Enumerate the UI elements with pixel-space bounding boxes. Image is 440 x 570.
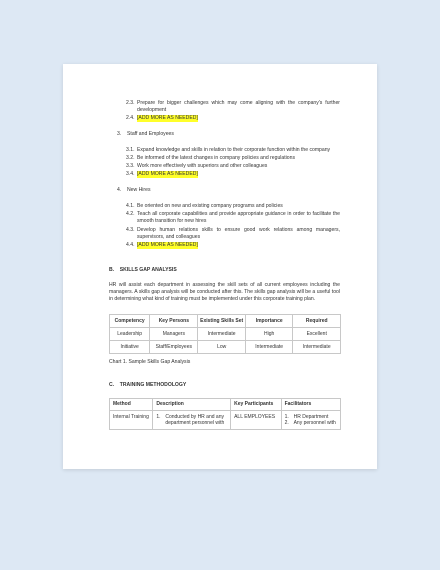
table-cell: Intermediate	[293, 341, 341, 354]
item-number: 3.4.	[126, 171, 135, 177]
item-number: 4.	[117, 187, 122, 193]
description-item	[156, 414, 230, 426]
column-header: Key Persons	[150, 315, 198, 328]
table-row	[110, 411, 341, 430]
column-header: Importance	[245, 315, 293, 328]
list-heading: Staff and Employees	[127, 131, 174, 137]
facilitator-item	[285, 420, 340, 426]
item-number: 2.3.	[126, 100, 135, 106]
document-page	[63, 64, 377, 469]
column-header: Competency	[110, 315, 150, 328]
table-header-row	[110, 315, 341, 328]
column-header: Facilitators	[281, 399, 340, 411]
item-number: 3.	[117, 131, 122, 137]
column-header: Method	[110, 399, 153, 411]
table-cell: High	[245, 328, 293, 341]
item-number: 3.3.	[126, 163, 135, 169]
table-cell: Intermediate	[198, 328, 246, 341]
item-number: 3.2.	[126, 155, 135, 161]
item-number: 1.	[284, 414, 289, 420]
item-number: 3.1.	[126, 147, 135, 153]
skills-gap-table	[109, 314, 341, 354]
table-row	[110, 341, 341, 354]
training-methodology-table	[109, 398, 341, 430]
placeholder-highlight: [ADD MORE AS NEEDED]	[137, 171, 198, 177]
column-header: Existing Skills Set	[198, 315, 246, 328]
table-cell: Low	[198, 341, 246, 354]
table-row	[110, 328, 341, 341]
item-number: 2.	[284, 420, 289, 427]
table-caption: Chart 1. Sample Skills Gap Analysis	[109, 359, 191, 365]
facilitator-text: HR Department	[293, 414, 329, 420]
table-cell: ALL EMPLOYEES	[231, 411, 282, 430]
table-cell: Intermediate	[245, 341, 293, 354]
table-cell	[153, 411, 231, 430]
list-item: Prepare for bigger challenges which may come aligning with the company's further development	[137, 100, 340, 113]
table-cell: Staff/Employees	[150, 341, 198, 354]
list-item: Be informed of the latest changes in company policies and regulations	[137, 155, 296, 161]
item-number: 4.3.	[126, 227, 135, 233]
list-item: Be oriented on new and existing company programs and policies	[137, 203, 283, 209]
table-cell: Excellent	[293, 328, 341, 341]
table-cell: Leadership	[110, 328, 150, 341]
column-header: Required	[293, 315, 341, 328]
item-number: 4.2.	[126, 211, 135, 217]
table-header-row	[110, 399, 341, 411]
placeholder-highlight: [ADD MORE AS NEEDED]	[137, 242, 198, 248]
list-item: Teach all corporate capabilities and provide appropriate guidance in order to facilitate the smooth transition for new hires	[137, 211, 340, 224]
section-paragraph: HR will assist each department in assessing the skill sets of all current employees including the managers. A skills gap analysis will be conducted after this. The skills gap analysis will be a useful tool in determining what kind of training must be implemented under this corporate training plan.	[109, 282, 340, 302]
table-cell: Initiative	[110, 341, 150, 354]
item-number: 4.1.	[126, 203, 135, 209]
table-cell: Managers	[150, 328, 198, 341]
table-cell	[281, 411, 340, 430]
item-number: 2.4.	[126, 115, 135, 121]
item-number: 1.	[156, 414, 161, 420]
table-cell: Internal Training	[110, 411, 153, 430]
facilitator-text: Any personnel with	[293, 420, 336, 427]
section-heading: C. TRAINING METHODOLOGY	[109, 382, 187, 388]
list-heading: New Hires	[127, 187, 151, 193]
list-item: Expand knowledge and skills in relation to their corporate function within the company	[137, 147, 331, 153]
section-heading: B. SKILLS GAP ANALYSIS	[109, 267, 177, 273]
item-number: 4.4.	[126, 242, 135, 248]
column-header: Description	[153, 399, 231, 411]
placeholder-highlight: [ADD MORE AS NEEDED]	[137, 115, 198, 121]
list-item: Develop human relations skills to ensure good work relations among managers, supervisors, and colleagues	[137, 227, 340, 240]
list-item: Work more effectively with superiors and other colleagues	[137, 163, 268, 169]
column-header: Key Participants	[231, 399, 282, 411]
description-text: Conducted by HR and any department personnel with	[165, 414, 225, 427]
